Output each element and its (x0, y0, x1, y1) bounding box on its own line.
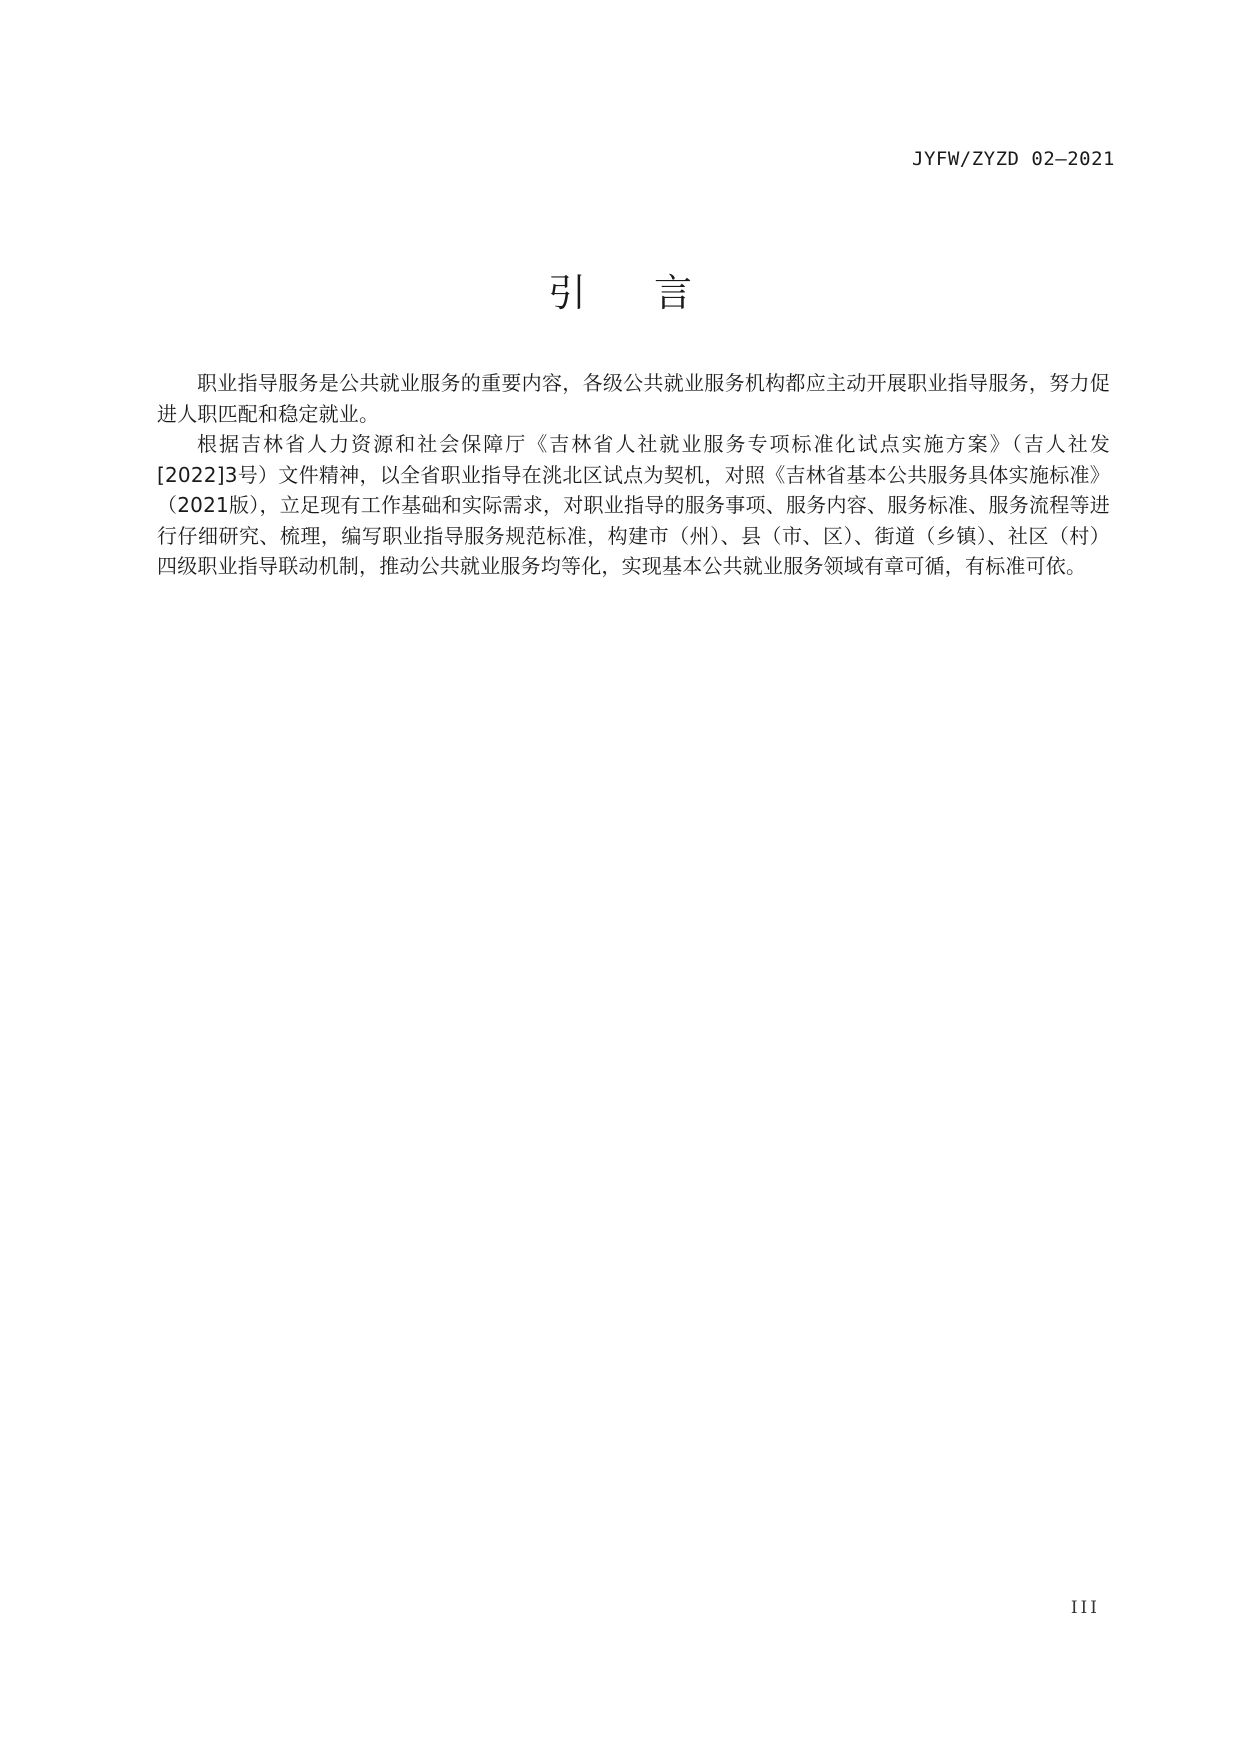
document-code: JYFW/ZYZD 02—2021 (912, 148, 1115, 170)
body-text (157, 368, 1110, 582)
paragraph: 根据吉林省人力资源和社会保障厅《吉林省人社就业服务专项标准化试点实施方案》（吉人社发[2022]3号）文件精神，以全省职业指导在洮北区试点为契机，对照《吉林省基本公共服务具体实施标准》（2021版），立足现有工作基础和实际需求，对职业指导的服务事项、服务内容、服务标准、服务流程等进行仔细研究、梳理，编写职业指导服务规范标准，构建市（州）、县（市、区）、街道（乡镇）、社区（村）四级职业指导联动机制，推动公共就业服务均等化，实现基本公共就业服务领域有章可循，有标准可依。 (157, 432, 1110, 578)
page-number: III (1070, 1598, 1100, 1618)
section-title: 引言 (547, 271, 760, 315)
paragraph: 职业指导服务是公共就业服务的重要内容，各级公共就业服务机构都应主动开展职业指导服务，努力促进人职匹配和稳定就业。 (157, 371, 1110, 426)
